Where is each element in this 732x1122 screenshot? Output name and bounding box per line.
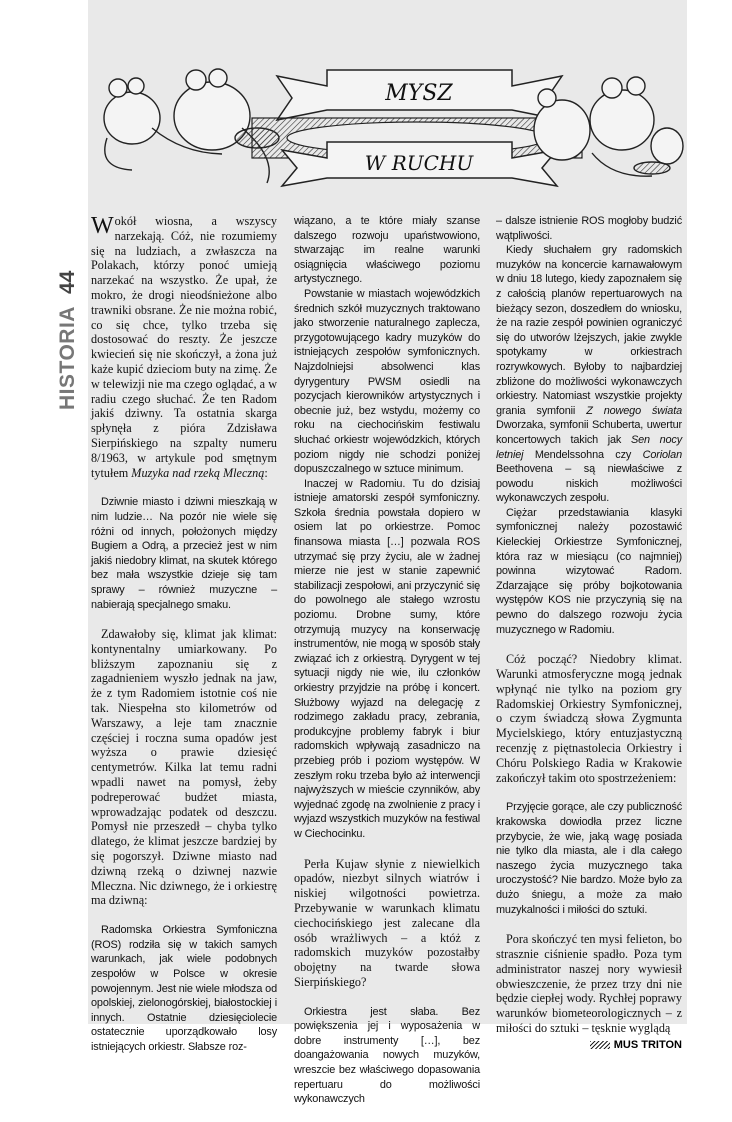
work-title: Coriolan	[642, 448, 682, 461]
page-number: 44	[56, 270, 79, 295]
right-mice-illustration	[534, 77, 683, 176]
quote-paragraph: Ciężar przedstawiania klasyki symfonicznej należy pozostawić Kieleckiej Orkiestrze Symfonicznej, która raz w miesiącu (co najmniej) powinna wizytować Radom. Zdarzające się próby bojkotowania występów KOS nie przyczynią się na pewno do dalszego rozwoju życia muzycznego w Radomiu.	[496, 506, 682, 636]
quote-paragraph: Dziwnie miasto i dziwni mieszkają w nim ludzie… Na pozór nie wiele się różni od innych, położonych między Bugiem a Odrą, a przecież jest w nim jakiś niedobry klimat, na skutek którego bez mała wszystkie dzieje się tam sprawy – również muzyczne – nabierają specjalnego smaku.	[91, 496, 277, 611]
article-column-3	[496, 214, 682, 1051]
author-signature: MUS TRITON	[496, 1039, 682, 1051]
section-name: HISTORIA	[56, 306, 79, 410]
quote-paragraph: Inaczej w Radomiu. Tu do dzisiaj istnieje amatorski zespół symfoniczny. Szkoła średnia powstała dopiero w osiem lat po orkiestrze. Pomoc finansowa miasta […] pozwala ROS utrzymać się przy życiu, ale w żadnej mierze nie jest w stanie zapewnić stabilizacji zespołowi, ani przyczynić się do powolnego ale stałego wzrostu poziomu. Drobne sumy, które otrzymują muzycy na konserwację instrumentów, nie mogą w sposób stały związać ich z orkiestrą. Dyrygent w tej sytuacji nigdy nie wie, ilu członków orkiestry przyjdzie na próbę i koncert. Służbowy wyjazd na delegację z rodzimego zakładu pracy, zebrania, produkcyjne problemy fabryk i biur radomskich wpływają zasadniczo na przebieg prób i poziom występów. W zeszłym roku trzeba było aż interwencji najwyższych w mieście czynników, aby wyjednać zgodę na zwolnienie z pracy i wyjazd wszystkich muzyków na festiwal w Ciechocinku.	[294, 477, 480, 840]
quote-paragraph: Radomska Orkiestra Symfoniczna (ROS) rodziła się w takich samych warunkach, jak wiele podobnych zespołów w Polsce w okresie powojennym. Jest nie wiele młodsza od opolskiej, zielonogórskiej, białostockiej i innych. Ostatnie dziesięciolecie ostatecznie uporządkowało losy istniejących orkiestr. Słabsze roz-	[91, 924, 277, 1053]
body-paragraph: Zdawałoby się, klimat jak klimat: kontynentalny umiarkowany. Po bliższym zapoznaniu się z zagadnieniem wyszło jednak na jaw, że z tym Radomiem istotnie coś nie tak. Niespełna sto kilometrów od Warszawy, a leje tam znacznie częściej i roczna suma opadów jest wyższa o prawie dziesięć centymetrów. Kilka lat temu radni wpadli nawet na pomysł, żeby podreperować budżet miasta, wprowadzając podatek od deszczu. Pomysł nie przeszedł – chyba tylko dlatego, że klimat jeszcze bardziej by się pogorszył. Dziwne miasto nad dziwną rzeką o dziwnej nazwie Mleczna. Nic dziwnego, że i orkiestrę ma dziwną:	[91, 627, 277, 908]
quote-paragraph: Przyjęcie gorące, ale czy publiczność krakowska dowiodła przez liczne przybycie, że wie, jaką wagę posiada nie tylko dla miasta, ale i dla całego naszego życia muzycznego taka uroczystość? Nie bardzo. Może było za dużo śniegu, a może za mało muzykalności i miłości do sztuki.	[496, 801, 682, 916]
signature-mark-icon	[590, 1041, 610, 1049]
quote-paragraph: – dalsze istnienie ROS mogłoby budzić wątpliwości.	[496, 215, 682, 242]
page-edge	[687, 0, 732, 1024]
banner-illustration	[92, 58, 684, 196]
article-column-1	[91, 214, 277, 1070]
body-paragraph: Pora skończyć ten mysi felieton, bo strasznie ciśnienie spadło. Poza tym administrator naszej nory wywiesił obwieszczenie, że przez trzy dni nie będzie ciepłej wody. Rychłej poprawy warunków biometeorologicznych – z miłości do sztuki – tęsknie wyglądą	[496, 932, 682, 1035]
drop-cap: W	[91, 213, 114, 239]
quote-paragraph: Orkiestra jest słaba. Bez powiększenia jej i wyposażenia w dobre instrumenty […], bez doangażowania nowych muzyków, wreszcie bez właściwego dopasowania repertuaru do możliwości wykonawczych	[294, 1005, 480, 1106]
body-paragraph: Perła Kujaw słynie z niewielkich opadów, niezbyt silnych wiatrów i niskiej wilgotności powietrza. Przebywanie w warunkach klimatu ciechocińskiego jest zalecane dla osób wrażliwych – a któż z radomskich muzyków pozostałby obojętny na twarde słowa Sierpińskiego?	[294, 856, 480, 989]
quoted-article-title: Muzyka nad rzeką Mleczną	[131, 465, 265, 480]
center-banner	[252, 70, 582, 186]
quote-paragraph: wiązano, a te które miały szanse dalszego rozwoju upaństwowiono, stwarzając im realne warunki osiągnięcia właściwego poziomu artystycznego.	[294, 215, 480, 286]
lead-paragraph: Wokół wiosna, a wszyscy narzekają. Cóż, nie rozumiemy się na ludziach, a zwłaszcza na Polakach, którzy ponoć umieją narzekać na wszystko. Że upał, że mokro, że drogi nieodśnieżone albo trawniki obsrane. Że nie można robić, co się chce, tylko trzeba się dostosować do reszty. Że jeszcze kwiecień się nie skończył, a żona już każe kupić dzieciom buty na zimę. Że w telewizji nie ma czego oglądać, a w radiu czego słuchać. Że ten Radom jakiś dziwny. Ta ostatnia skarga spłynęła z pióra Zdzisława Sierpińskiego na szpalty numeru 8/1963, w artykule pod smętnym tytułem Muzyka nad rzeką Mleczną:	[91, 213, 277, 480]
work-title: Sen nocy letniej	[496, 433, 682, 461]
article-column-2	[294, 214, 480, 1122]
work-title: Z nowego świata	[586, 404, 682, 417]
banner-title-top: MYSZ	[385, 81, 453, 106]
section-header	[52, 210, 88, 410]
quote-paragraph: Powstanie w miastach wojewódzkich średnich szkół muzycznych traktowano jako stworzenie naturalnego zaplecza, przygotowującego kadry muzyków do istniejących zespołów symfonicznych. Najzdolniejsi absolwenci klas dyrygentury PWSM osiedli na pozycjach kierowników artystycznych i obecnie już, bez wstydu, możemy co roku na ciechocińskim festiwalu słuchać orkiestr wojewódzkich, których poziom nigdy nie schodzi poniżej dopuszczalnego w sztuce minimum.	[294, 287, 480, 476]
quote-paragraph: Kiedy słuchałem gry radomskich muzyków na koncercie karnawałowym w dniu 18 lutego, kiedy zapoznałem się z całością planów repertuarowych na bieżący sezon, doszedłem do wniosku, że na razie zespół powinien ograniczyć się do utworów lżejszych, jakie zwykle spotykamy w orkiestrach rozrywkowych. Byłoby to najbardziej zbliżone do możliwości wykonawczych orkiestry. Natomiast wszystkie projekty grania symfonii Z nowego świata Dworzaka, symfonii Schuberta, uwertur koncertowych takich jak Sen nocy letniej Mendelssohna czy Coriolan Beethovena – są niewłaściwe z powodu niskich możliwości wykonawczych zespołu.	[496, 244, 682, 505]
body-paragraph: Cóż począć? Niedobry klimat. Warunki atmosferyczne mogą jednak wpłynąć nie tylko na poziom gry Radomskiej Orkiestry Symfonicznej, o czym świadczą słowa Zygmunta Mycielskiego, który entuzjastyczną recenzję z piętnastolecia Orkiestry i Chóru Polskiego Radia w Krakowie zakończył takim oto spostrzeżeniem:	[496, 652, 682, 785]
banner-title-bottom: W RUCHU	[364, 151, 474, 175]
